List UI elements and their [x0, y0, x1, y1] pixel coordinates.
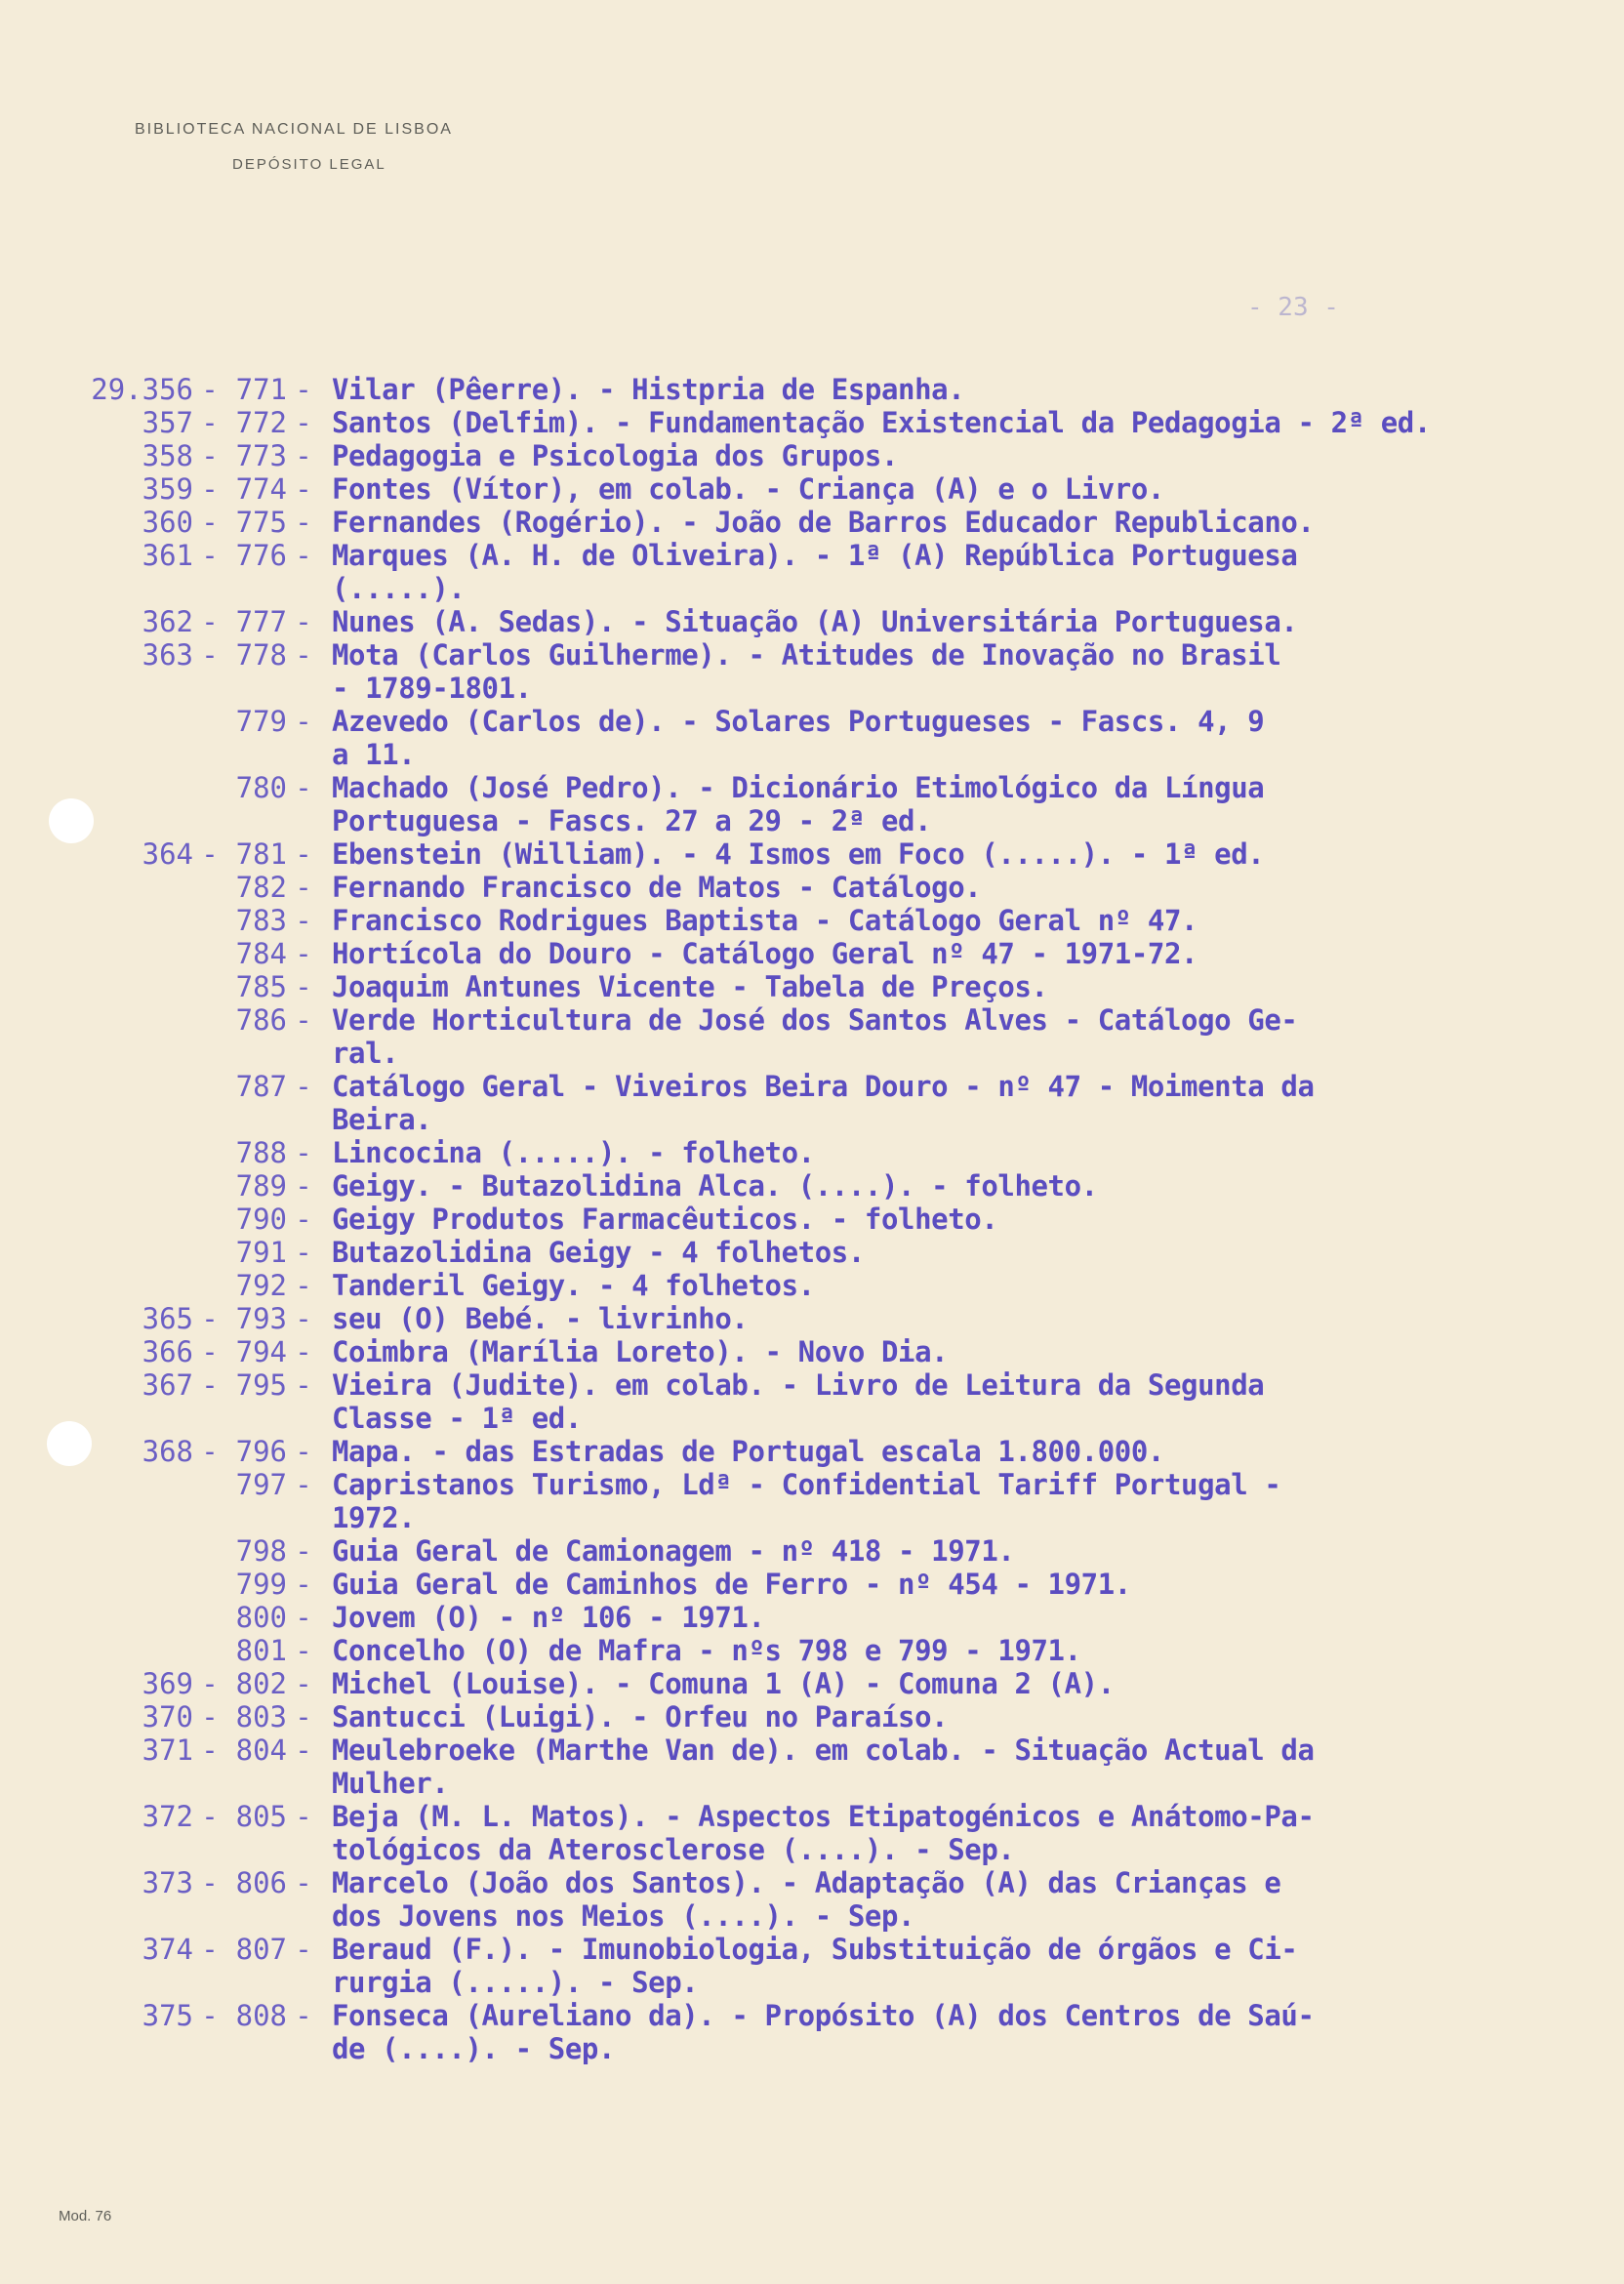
- list-item: [55, 1800, 1577, 1866]
- list-item: [55, 837, 1577, 871]
- separator-dash: -: [295, 539, 312, 572]
- list-item: [55, 439, 1577, 472]
- separator-dash: -: [201, 1335, 219, 1368]
- entry-number: 776: [235, 539, 287, 572]
- entry-number: 797: [235, 1468, 287, 1501]
- entry-text: Vilar (Pêerre). - Histpria de Espanha.: [332, 373, 965, 406]
- entry-number: 808: [235, 1999, 287, 2032]
- page-number: - 23 -: [1247, 293, 1339, 322]
- entry-text: Mapa. - das Estradas de Portugal escala 1.800.000.: [332, 1435, 1164, 1468]
- registry-number: 361: [142, 539, 193, 572]
- entry-number: 784: [235, 937, 287, 970]
- registry-number: 357: [142, 406, 193, 439]
- entry-number: 771: [235, 373, 287, 406]
- entry-number: 774: [235, 472, 287, 506]
- entry-number: 782: [235, 871, 287, 904]
- entry-text: Catálogo Geral - Viveiros Beira Douro - nº 47 - Moimenta da Beira.: [332, 1070, 1315, 1136]
- separator-dash: -: [201, 1700, 219, 1733]
- separator-dash: -: [201, 406, 219, 439]
- entry-text: Hortícola do Douro - Catálogo Geral nº 47 - 1971-72.: [332, 937, 1198, 970]
- separator-dash: -: [295, 638, 312, 672]
- entry-text: Coimbra (Marília Loreto). - Novo Dia.: [332, 1335, 949, 1368]
- entry-text: Concelho (O) de Mafra - nºs 798 e 799 - 1971.: [332, 1634, 1081, 1667]
- list-item: [55, 970, 1577, 1003]
- entry-number: 796: [235, 1435, 287, 1468]
- entry-number: 788: [235, 1136, 287, 1169]
- entry-text: Geigy. - Butazolidina Alca. (....). - folheto.: [332, 1169, 1098, 1203]
- registry-number: 359: [142, 472, 193, 506]
- list-item: [55, 605, 1577, 638]
- separator-dash: -: [295, 1534, 312, 1568]
- entry-text: Fonseca (Aureliano da). - Propósito (A) dos Centros de Saú- de (....). - Sep.: [332, 1999, 1315, 2065]
- list-item: [55, 1634, 1577, 1667]
- entry-text: Fernandes (Rogério). - João de Barros Educador Republicano.: [332, 506, 1315, 539]
- separator-dash: -: [295, 1003, 312, 1037]
- list-item: [55, 539, 1577, 605]
- separator-dash: -: [295, 1733, 312, 1767]
- registry-number: 365: [142, 1302, 193, 1335]
- separator-dash: -: [295, 1070, 312, 1103]
- separator-dash: -: [295, 1368, 312, 1402]
- entry-text: Joaquim Antunes Vicente - Tabela de Preços.: [332, 970, 1048, 1003]
- entry-number: 778: [235, 638, 287, 672]
- registry-number: 374: [142, 1933, 193, 1966]
- separator-dash: -: [295, 1236, 312, 1269]
- separator-dash: -: [295, 1667, 312, 1700]
- registry-number: 360: [142, 506, 193, 539]
- separator-dash: -: [295, 472, 312, 506]
- entry-text: Fontes (Vítor), em colab. - Criança (A) e o Livro.: [332, 472, 1164, 506]
- entry-text: Francisco Rodrigues Baptista - Catálogo Geral nº 47.: [332, 904, 1198, 937]
- list-item: [55, 638, 1577, 705]
- entry-text: Fernando Francisco de Matos - Catálogo.: [332, 871, 982, 904]
- entry-text: Tanderil Geigy. - 4 folhetos.: [332, 1269, 815, 1302]
- list-item: [55, 1568, 1577, 1601]
- entry-text: Marques (A. H. de Oliveira). - 1ª (A) República Portuguesa (.....).: [332, 539, 1298, 605]
- list-item: [55, 1667, 1577, 1700]
- list-item: [55, 1003, 1577, 1070]
- registry-number: 373: [142, 1866, 193, 1899]
- entry-text: Mota (Carlos Guilherme). - Atitudes de Inovação no Brasil - 1789-1801.: [332, 638, 1281, 705]
- separator-dash: -: [295, 1269, 312, 1302]
- entry-number: 791: [235, 1236, 287, 1269]
- separator-dash: -: [295, 373, 312, 406]
- list-item: [55, 1203, 1577, 1236]
- list-item: [55, 1368, 1577, 1435]
- registry-number: 369: [142, 1667, 193, 1700]
- entry-number: 801: [235, 1634, 287, 1667]
- separator-dash: -: [201, 439, 219, 472]
- entry-number: 805: [235, 1800, 287, 1833]
- entry-number: 772: [235, 406, 287, 439]
- list-item: [55, 1933, 1577, 1999]
- entry-text: Ebenstein (William). - 4 Ismos em Foco (.....). - 1ª ed.: [332, 837, 1265, 871]
- list-item: [55, 1269, 1577, 1302]
- entry-number: 793: [235, 1302, 287, 1335]
- entry-number: 806: [235, 1866, 287, 1899]
- entry-number: 785: [235, 970, 287, 1003]
- list-item: [55, 1468, 1577, 1534]
- list-item: [55, 1700, 1577, 1733]
- separator-dash: -: [295, 837, 312, 871]
- separator-dash: -: [295, 871, 312, 904]
- separator-dash: -: [295, 904, 312, 937]
- list-item: [55, 472, 1577, 506]
- separator-dash: -: [295, 1999, 312, 2032]
- separator-dash: -: [295, 970, 312, 1003]
- registry-number: 372: [142, 1800, 193, 1833]
- list-item: [55, 1335, 1577, 1368]
- entry-text: seu (O) Bebé. - livrinho.: [332, 1302, 749, 1335]
- entry-number: 773: [235, 439, 287, 472]
- separator-dash: -: [201, 1733, 219, 1767]
- entry-number: 803: [235, 1700, 287, 1733]
- entry-text: Pedagogia e Psicologia dos Grupos.: [332, 439, 899, 472]
- separator-dash: -: [295, 1169, 312, 1203]
- entry-number: 786: [235, 1003, 287, 1037]
- registry-number: 364: [142, 837, 193, 871]
- entry-number: 787: [235, 1070, 287, 1103]
- registry-number: 29.356: [91, 373, 193, 406]
- separator-dash: -: [295, 1634, 312, 1667]
- separator-dash: -: [295, 1468, 312, 1501]
- entry-number: 790: [235, 1203, 287, 1236]
- separator-dash: -: [295, 705, 312, 738]
- separator-dash: -: [201, 1866, 219, 1899]
- separator-dash: -: [201, 506, 219, 539]
- separator-dash: -: [201, 1435, 219, 1468]
- separator-dash: -: [295, 1136, 312, 1169]
- entry-number: 798: [235, 1534, 287, 1568]
- department-header: DEPÓSITO LEGAL: [232, 156, 386, 173]
- entry-number: 777: [235, 605, 287, 638]
- list-item: [55, 1169, 1577, 1203]
- separator-dash: -: [201, 1302, 219, 1335]
- entry-number: 807: [235, 1933, 287, 1966]
- entry-number: 781: [235, 837, 287, 871]
- registry-number: 362: [142, 605, 193, 638]
- separator-dash: -: [295, 1435, 312, 1468]
- entry-number: 794: [235, 1335, 287, 1368]
- entry-number: 799: [235, 1568, 287, 1601]
- entry-text: Machado (José Pedro). - Dicionário Etimológico da Língua Portuguesa - Fascs. 27 a 29 - 2ª ed.: [332, 771, 1265, 837]
- list-item: [55, 1601, 1577, 1634]
- entry-number: 780: [235, 771, 287, 804]
- entry-text: Capristanos Turismo, Ldª - Confidential Tariff Portugal - 1972.: [332, 1468, 1281, 1534]
- entry-text: Verde Horticultura de José dos Santos Alves - Catálogo Ge- ral.: [332, 1003, 1298, 1070]
- separator-dash: -: [295, 1302, 312, 1335]
- entry-text: Azevedo (Carlos de). - Solares Portugueses - Fascs. 4, 9 a 11.: [332, 705, 1265, 771]
- library-header: BIBLIOTECA NACIONAL DE LISBOA: [135, 121, 453, 138]
- separator-dash: -: [295, 937, 312, 970]
- separator-dash: -: [295, 1335, 312, 1368]
- entry-text: Lincocina (.....). - folheto.: [332, 1136, 815, 1169]
- registry-number: 368: [142, 1435, 193, 1468]
- registry-number: 367: [142, 1368, 193, 1402]
- list-item: [55, 1733, 1577, 1800]
- list-item: [55, 373, 1577, 406]
- separator-dash: -: [201, 1800, 219, 1833]
- entry-number: 789: [235, 1169, 287, 1203]
- entry-text: Meulebroeke (Marthe Van de). em colab. - Situação Actual da Mulher.: [332, 1733, 1315, 1800]
- registry-number: 375: [142, 1999, 193, 2032]
- entry-number: 783: [235, 904, 287, 937]
- form-code: Mod. 76: [59, 2208, 112, 2224]
- entry-number: 800: [235, 1601, 287, 1634]
- separator-dash: -: [201, 1667, 219, 1700]
- entry-text: Marcelo (João dos Santos). - Adaptação (A) das Crianças e dos Jovens nos Meios (....). - Sep.: [332, 1866, 1281, 1933]
- separator-dash: -: [295, 1933, 312, 1966]
- list-item: [55, 904, 1577, 937]
- entry-number: 804: [235, 1733, 287, 1767]
- registry-number: 363: [142, 638, 193, 672]
- entry-number: 802: [235, 1667, 287, 1700]
- entry-text: Santos (Delfim). - Fundamentação Existencial da Pedagogia - 2ª ed.: [332, 406, 1431, 439]
- entry-number: 792: [235, 1269, 287, 1302]
- entry-text: Michel (Louise). - Comuna 1 (A) - Comuna 2 (A).: [332, 1667, 1115, 1700]
- separator-dash: -: [201, 472, 219, 506]
- entry-text: Guia Geral de Caminhos de Ferro - nº 454 - 1971.: [332, 1568, 1131, 1601]
- list-item: [55, 937, 1577, 970]
- list-item: [55, 1866, 1577, 1933]
- separator-dash: -: [295, 1601, 312, 1634]
- separator-dash: -: [295, 406, 312, 439]
- entry-text: Vieira (Judite). em colab. - Livro de Leitura da Segunda Classe - 1ª ed.: [332, 1368, 1265, 1435]
- separator-dash: -: [201, 373, 219, 406]
- registry-number: 358: [142, 439, 193, 472]
- entry-text: Butazolidina Geigy - 4 folhetos.: [332, 1236, 865, 1269]
- list-item: [55, 1999, 1577, 2065]
- entry-number: 795: [235, 1368, 287, 1402]
- list-item: [55, 1236, 1577, 1269]
- list-item: [55, 871, 1577, 904]
- list-item: [55, 406, 1577, 439]
- separator-dash: -: [295, 1568, 312, 1601]
- list-item: [55, 1070, 1577, 1136]
- separator-dash: -: [201, 837, 219, 871]
- list-item: [55, 1534, 1577, 1568]
- entry-text: Geigy Produtos Farmacêuticos. - folheto.: [332, 1203, 998, 1236]
- separator-dash: -: [295, 605, 312, 638]
- list-item: [55, 1435, 1577, 1468]
- registry-number: 370: [142, 1700, 193, 1733]
- separator-dash: -: [295, 1866, 312, 1899]
- registry-number: 371: [142, 1733, 193, 1767]
- separator-dash: -: [201, 539, 219, 572]
- entry-text: Santucci (Luigi). - Orfeu no Paraíso.: [332, 1700, 949, 1733]
- separator-dash: -: [295, 1800, 312, 1833]
- entry-number: 779: [235, 705, 287, 738]
- list-item: [55, 506, 1577, 539]
- list-item: [55, 771, 1577, 837]
- list-item: [55, 1302, 1577, 1335]
- registry-number: 366: [142, 1335, 193, 1368]
- separator-dash: -: [295, 439, 312, 472]
- entry-text: Guia Geral de Camionagem - nº 418 - 1971.: [332, 1534, 1015, 1568]
- entry-text: Beja (M. L. Matos). - Aspectos Etipatogénicos e Anátomo-Pa- tológicos da Aterosclerose (....). - Sep.: [332, 1800, 1315, 1866]
- list-item: [55, 1136, 1577, 1169]
- entry-text: Jovem (O) - nº 106 - 1971.: [332, 1601, 765, 1634]
- separator-dash: -: [201, 1999, 219, 2032]
- separator-dash: -: [201, 1368, 219, 1402]
- list-item: [55, 705, 1577, 771]
- separator-dash: -: [295, 771, 312, 804]
- entry-number: 775: [235, 506, 287, 539]
- separator-dash: -: [201, 638, 219, 672]
- entry-text: Beraud (F.). - Imunobiologia, Substituição de órgãos e Ci- rurgia (.....). - Sep.: [332, 1933, 1298, 1999]
- separator-dash: -: [295, 506, 312, 539]
- entry-list: [55, 373, 1577, 2065]
- separator-dash: -: [295, 1700, 312, 1733]
- separator-dash: -: [295, 1203, 312, 1236]
- entry-text: Nunes (A. Sedas). - Situação (A) Universitária Portuguesa.: [332, 605, 1298, 638]
- separator-dash: -: [201, 605, 219, 638]
- separator-dash: -: [201, 1933, 219, 1966]
